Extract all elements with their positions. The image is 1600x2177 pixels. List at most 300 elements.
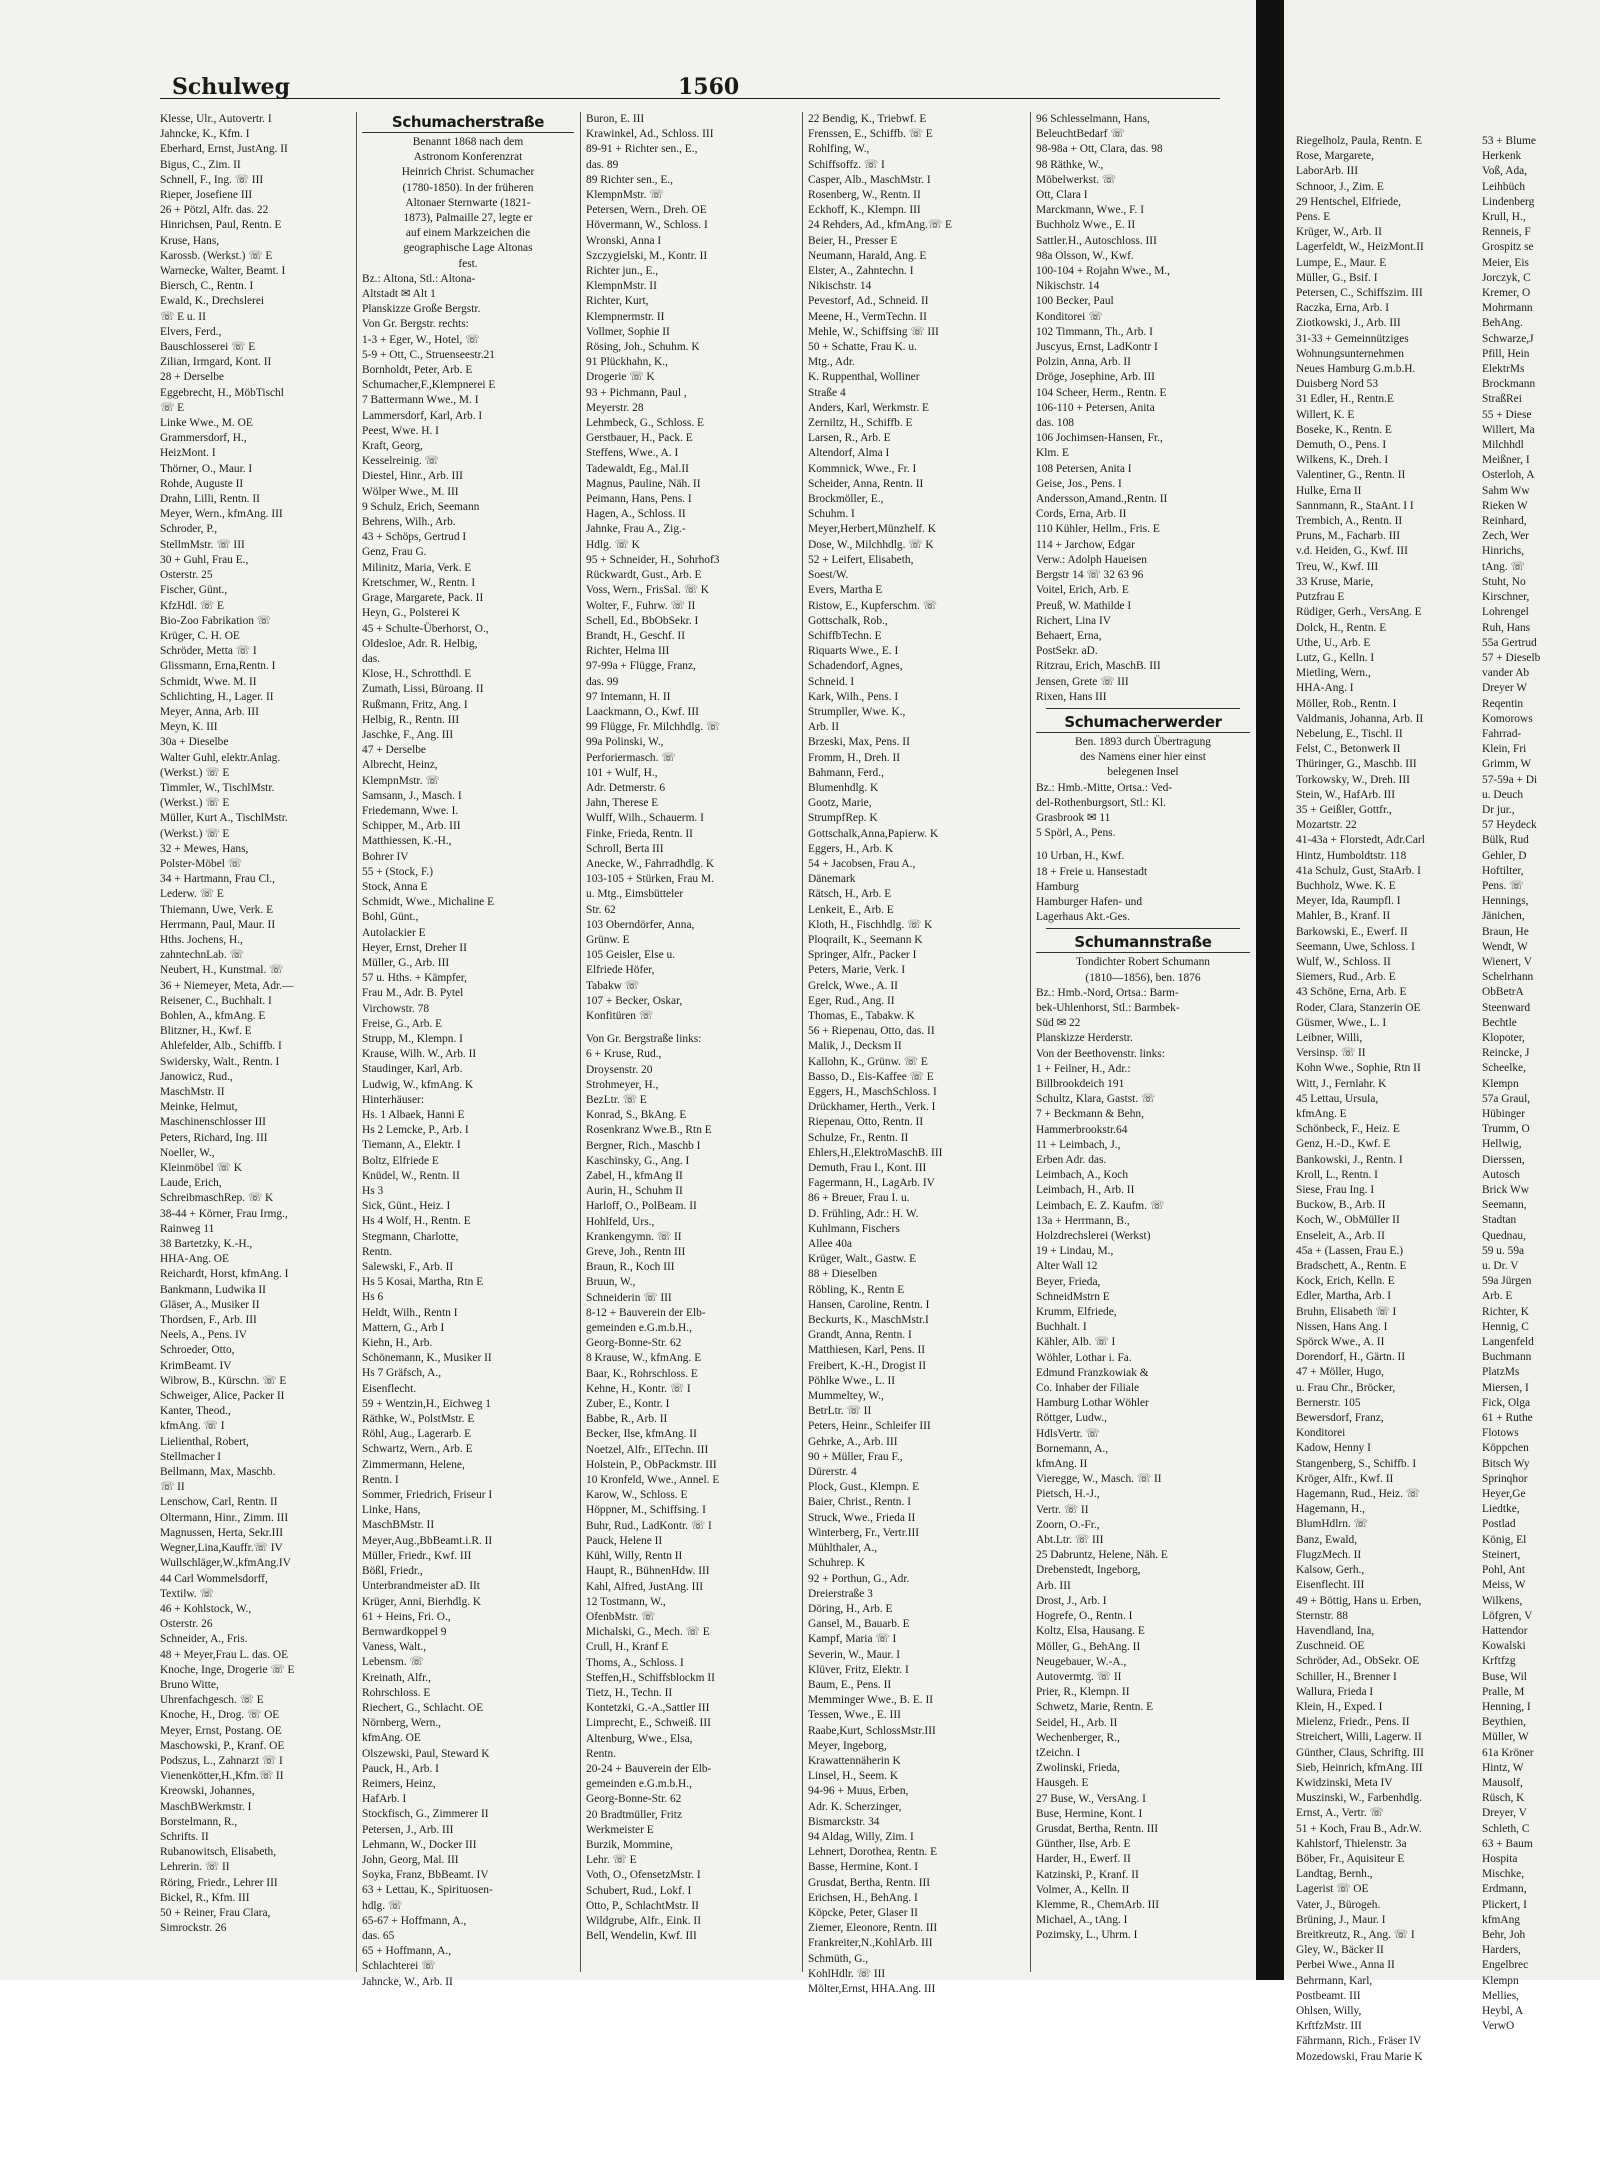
directory-line: Heyer, Ernst, Dreher II [362, 941, 467, 954]
directory-line: Behrens, Wilh., Arb. [362, 516, 456, 529]
directory-line: Magnus, Pauline, Näh. II [586, 477, 701, 490]
directory-line: Zabel, H., kfmAng II [586, 1170, 683, 1183]
directory-line: fest. [458, 257, 478, 270]
directory-line: Albrecht, Heinz, [362, 759, 438, 772]
directory-line: 1 + Feilner, H., Adr.: [1036, 1062, 1131, 1075]
directory-line: 100 Becker, Paul [1036, 295, 1114, 308]
directory-line: Ploqrailt, K., Seemann K [808, 933, 923, 946]
directory-line: 36 + Niemeyer, Meta, Adr.— [160, 979, 294, 992]
directory-line: Wronski, Anna I [586, 234, 662, 247]
directory-line: Scheelke, [1482, 1062, 1526, 1075]
directory-line: Nikischstr. 14 [1036, 280, 1100, 293]
directory-line: Gehler, D [1482, 849, 1527, 862]
directory-line: Lagerfeldt, W., HeizMont.II [1296, 241, 1424, 254]
directory-line: Willert, K. E [1296, 408, 1355, 421]
directory-line: 96 Schlesselmann, Hans, [1036, 113, 1150, 125]
directory-line: Hinterhäuser: [362, 1093, 424, 1106]
directory-line: Severin, W., Maur. I [808, 1648, 901, 1661]
directory-line: 59 u. 59a [1482, 1244, 1525, 1257]
directory-line: 43 Schöne, Erna, Arb. E [1296, 986, 1407, 999]
directory-line: Schrifts. II [160, 1830, 209, 1843]
directory-line: BetrLtr. ☏ II [808, 1405, 872, 1418]
directory-line: 54 + Jacobsen, Frau A., [808, 857, 916, 870]
directory-line: Str. 62 [586, 903, 616, 916]
directory-line: Kuhlmann, Fischers [808, 1222, 900, 1235]
directory-line: 25 Dabruntz, Helene, Näh. E [1036, 1549, 1168, 1562]
directory-line: K. Ruppenthal, Wolliner [808, 371, 920, 384]
directory-line: Pruns, M., Facharb. III [1296, 530, 1401, 543]
directory-line: Brandt, H., Geschf. II [586, 629, 686, 642]
directory-line: Schmüth, G., [808, 1952, 869, 1965]
directory-line: Klüver, Fritz, Elektr. I [808, 1663, 909, 1676]
directory-line: Kraft, Georg, [362, 440, 423, 453]
directory-line: HafArb. I [362, 1793, 407, 1806]
directory-line: Schröder, Ad., ObSekr. OE [1296, 1655, 1420, 1668]
directory-line: Möller, G., BehAng. II [1036, 1640, 1141, 1653]
directory-line: Wechenberger, R., [1036, 1731, 1120, 1744]
directory-line: Komorows [1482, 712, 1533, 725]
directory-line: Koch, W., ObMüller II [1296, 1214, 1400, 1227]
directory-line: Frau M., Adr. B. Pytel [362, 987, 464, 1000]
directory-line: Grasbrook ✉ 11 [1036, 811, 1111, 824]
directory-line: Höppner, M., Schiffsing. I [586, 1504, 706, 1517]
directory-line: Voth, O., OfensetzMstr. I [586, 1869, 701, 1882]
directory-line: Baar, K., Rohrschloss. E [586, 1367, 698, 1380]
directory-line: KfzHdl. ☏ E [160, 599, 224, 612]
directory-line: Dierssen, [1482, 1153, 1525, 1166]
directory-line: MaschMstr. II [160, 1086, 225, 1098]
directory-line: Jahncke, K., Kfm. I [160, 128, 250, 141]
directory-line: Hagen, A., Schloss. II [586, 508, 686, 521]
directory-line: Voitel, Erich, Arb. E [1036, 584, 1129, 597]
directory-line: Stegmann, Charlotte, [362, 1230, 459, 1243]
directory-column-4 [808, 112, 1026, 1995]
directory-line: Kähler, Alb. ☏ I [1036, 1336, 1116, 1349]
directory-line: Zech, Wer [1482, 530, 1529, 543]
directory-line: Springer, Alfr., Packer I [808, 949, 917, 962]
directory-line: 86 + Breuer, Frau I. u. [808, 1192, 910, 1205]
column-rule [356, 112, 357, 1972]
directory-line: Schröder, Metta ☏ I [160, 645, 257, 658]
directory-line: Vollmer, Sophie II [586, 325, 670, 338]
directory-line: Petersen, Wern., Dreh. OE [586, 204, 707, 217]
directory-line: Thoms, A., Schloss. I [586, 1656, 684, 1669]
directory-line: Seemann, [1482, 1199, 1527, 1212]
directory-line: Krawattennäherin K [808, 1754, 901, 1767]
directory-line: Gansel, M., Bauarb. E [808, 1618, 910, 1631]
directory-line: Diestel, Hinr., Arb. III [362, 470, 463, 483]
directory-line: Thordsen, F., Arb. III [160, 1314, 257, 1327]
directory-line: Lehrerin. ☏ II [160, 1861, 230, 1874]
directory-line: 102 Timmann, Th., Arb. I [1036, 325, 1153, 338]
directory-line: Felst, C., Betonwerk II [1296, 743, 1401, 756]
directory-line: Laude, Erich, [160, 1177, 222, 1190]
directory-line: Bz.: Hmb.-Mitte, Ortsa.: Ved- [1036, 781, 1173, 794]
directory-line: Drogerie ☏ K [586, 371, 655, 384]
directory-line: Schubert, Rud., Lokf. I [586, 1884, 692, 1897]
directory-line: Struck, Wwe., Frieda II [808, 1511, 916, 1524]
directory-line: Kaschinsky, G., Ang. I [586, 1154, 690, 1167]
directory-line: Riepenau, Otto, Rentn. II [808, 1116, 924, 1129]
directory-line: Drebenstedt, Ingeborg, [1036, 1564, 1141, 1577]
directory-line: Wulff, Wilh., Schauerm. I [586, 812, 704, 825]
directory-line: 89 Richter sen., E., [586, 173, 673, 186]
directory-line: Peters, Heinr., Schleifer III [808, 1420, 931, 1433]
directory-line: Von der Beethovenstr. links: [1036, 1047, 1165, 1060]
directory-line: Grusdat, Bertha, Rentn. III [1036, 1822, 1159, 1835]
directory-line: Katzinski, P., Kranf. II [1036, 1868, 1139, 1881]
directory-line: 47 + Derselbe [362, 744, 426, 757]
directory-line: v.d. Heiden, G., Kwf. III [1296, 545, 1408, 558]
directory-line: Bruhn, Elisabeth ☏ I [1296, 1305, 1397, 1318]
directory-line: Wegner,Lina,Kauffr.☏ IV [160, 1542, 283, 1555]
directory-line: Harder, H., Ewerf. II [1036, 1853, 1131, 1866]
directory-line: 99 Flügge, Fr. Milchhdlg. ☏ [586, 721, 721, 734]
directory-line: Rohrschloss. E [362, 1686, 431, 1699]
directory-line: Buse, Wil [1482, 1670, 1527, 1683]
directory-line: Meyer,Aug.,BbBeamt.i.R. II [362, 1534, 493, 1547]
directory-line: 93 + Pichmann, Paul , [586, 386, 687, 399]
directory-line: Adr. Detmerstr. 6 [586, 781, 666, 794]
directory-line: 106-110 + Petersen, Anita [1036, 401, 1155, 414]
directory-line: Ristow, E., Kupferschm. ☏ [808, 599, 937, 612]
directory-line: Krüger, Anni, Bierhdlg. K [362, 1595, 482, 1608]
directory-line: Freibert, K.-H., Drogist II [808, 1359, 926, 1372]
directory-line: Tessen, Wwe., E. III [808, 1709, 901, 1722]
street-heading: Schumannstraße [1036, 932, 1250, 953]
directory-line: Schuhm. I [808, 508, 855, 521]
directory-line: Friedemann, Wwe. I. [362, 804, 459, 817]
directory-line: Gootz, Marie, [808, 797, 872, 810]
directory-line: Leimbach, A., Koch [1036, 1169, 1129, 1182]
directory-line: Brzeski, Max, Pens. II [808, 736, 910, 749]
directory-line: 30 + Guhl, Frau E., [160, 553, 249, 566]
directory-line: Neugebauer, W.-A., [1036, 1655, 1127, 1668]
directory-line: Bechtle [1482, 1016, 1517, 1029]
directory-line: Krull, H., [1482, 211, 1526, 224]
directory-line: Ott, Clara I [1036, 189, 1088, 202]
directory-line: Müller, G., Bsif. I [1296, 271, 1378, 284]
right-page-column-2 [1482, 134, 1600, 2033]
directory-line: Hohlfeld, Urs., [586, 1215, 655, 1228]
directory-line: kfmAng. E [1296, 1108, 1347, 1120]
directory-line: Sternstr. 88 [1296, 1609, 1348, 1622]
directory-line: Limprecht, E., Schweiß. III [586, 1717, 711, 1730]
directory-line: Wendt, W [1482, 940, 1528, 953]
directory-line: Klesse, Ulr., Autovertr. I [160, 113, 272, 125]
directory-line: kfmAng. OE [362, 1732, 421, 1745]
directory-line: Krumm, Elfriede, [1036, 1306, 1117, 1319]
directory-line: Hs 6 [362, 1291, 384, 1304]
directory-line: Rose, Margarete, [1296, 150, 1374, 163]
directory-line: Quednau, [1482, 1229, 1526, 1242]
directory-line: Nörnberg, Wern., [362, 1717, 442, 1730]
directory-line: Kark, Wilh., Pens. I [808, 690, 899, 703]
directory-line: Kiehn, H., Arb. [362, 1337, 433, 1350]
directory-line: Nissen, Hans Ang. I [1296, 1320, 1388, 1333]
directory-line: Harders, [1482, 1944, 1521, 1957]
directory-line: Magnussen, Herta, Sekr.III [160, 1526, 284, 1539]
directory-line: Heyer,Ge [1482, 1488, 1526, 1501]
directory-line: des Namens einer hier einst [1080, 751, 1206, 764]
directory-line: Von Gr. Bergstr. rechts: [362, 318, 469, 331]
directory-line: 6 + Kruse, Rud., [586, 1048, 662, 1061]
directory-line: Bauschlosserei ☏ E [160, 341, 256, 354]
directory-line: Borstelmann, R., [160, 1815, 238, 1828]
directory-line: Röring, Friedr., Lehrer III [160, 1876, 278, 1889]
directory-line: Jahn, Therese E [586, 797, 659, 810]
directory-column-3 [586, 112, 796, 1972]
directory-line: Wöhler, Lothar i. Fa. [1036, 1351, 1132, 1364]
directory-line: Treu, W., Kwf. III [1296, 560, 1379, 573]
directory-line: Buchholz, Wwe. K. E [1296, 879, 1396, 892]
street-description [362, 135, 574, 272]
directory-line: 38 Bartetzky, K.-H., [160, 1238, 253, 1251]
directory-line: Nebelung, E., Tischl. II [1296, 727, 1403, 740]
directory-line: das. 89 [586, 158, 619, 171]
directory-line: Erichsen, H., BehAng. I [808, 1891, 918, 1904]
directory-line: Ehlers,H.,ElektroMaschB. III [808, 1146, 943, 1159]
directory-line: Rohlfing, W., [808, 143, 870, 156]
directory-line: 7 Battermann Wwe., M. I [362, 394, 479, 407]
directory-line: Ziotkowski, J., Arb. III [1296, 317, 1401, 330]
directory-line: 28 + Derselbe [160, 371, 224, 384]
directory-line: VerwO [1482, 2020, 1515, 2033]
directory-line: Lehnert, Dorothea, Rentn. E [808, 1846, 938, 1859]
directory-line: Kesselreinig. ☏ [362, 455, 439, 468]
directory-line: Schneid. I [808, 675, 855, 688]
directory-line: 97-99a + Flügge, Franz, [586, 660, 696, 673]
directory-line: 48 + Meyer,Frau L. das. OE [160, 1648, 289, 1661]
directory-line: Richter, Kurt, [586, 295, 649, 308]
directory-line: Bülk, Rud [1482, 834, 1529, 847]
directory-line: Schell, Ed., BbObSekr. I [586, 614, 699, 627]
directory-line: ObBetrA [1482, 986, 1524, 999]
directory-line: LaborArb. III [1296, 165, 1358, 178]
directory-line: Wölper Wwe., M. III [362, 485, 459, 498]
directory-line: Sprinqhor [1482, 1472, 1528, 1485]
directory-line: Kontetzki, G.-A.,Sattler III [586, 1702, 710, 1715]
directory-line: Wilkens, K., Dreh. I [1296, 454, 1389, 467]
directory-line: Demuth, Frau I., Kont. III [808, 1162, 927, 1175]
directory-line: u. Dr. V [1482, 1260, 1519, 1273]
directory-line: Röttger, Ludw., [1036, 1412, 1107, 1425]
directory-line: gemeinden e.G.m.b.H., [586, 1778, 692, 1791]
directory-line: Strumpller, Wwe. K., [808, 705, 906, 718]
directory-line: Plickert, I [1482, 1898, 1527, 1911]
directory-line: 41a Schulz, Gust, StaArb. I [1296, 864, 1421, 877]
directory-line: Oltermann, Hinr., Zimm. III [160, 1511, 289, 1524]
directory-line: Billbrookdeich 191 [1036, 1077, 1125, 1090]
directory-line: ☏ E u. II [160, 310, 206, 323]
directory-line: Linsel, H., Seem. K [808, 1770, 899, 1783]
directory-line: Müller, Friedr., Kwf. III [362, 1549, 472, 1562]
directory-line: Heinrich Christ. Schumacher [401, 166, 535, 179]
directory-line: Mattern, G., Arb I [362, 1321, 445, 1334]
directory-line: Boltz, Elfriede E [362, 1154, 439, 1167]
directory-line: 30a + Dieselbe [160, 736, 229, 749]
directory-line: Bellmann, Max, Maschb. [160, 1466, 276, 1479]
directory-line: 88 + Dieselben [808, 1268, 878, 1281]
directory-line: 56 + Riepenau, Otto, das. II [808, 1025, 935, 1038]
directory-line: Zumath, Lissi, Büroang. II [362, 683, 484, 696]
directory-line: Osterstr. 25 [160, 569, 213, 582]
directory-line: Tiemann, A., Elektr. I [362, 1139, 461, 1152]
directory-line: Memminger Wwe., B. E. II [808, 1694, 934, 1707]
directory-line: Roder, Clara, Stanzerin OE [1296, 1001, 1421, 1014]
directory-line: Pohl, Ant [1482, 1564, 1526, 1577]
directory-line: Prier, R., Klempn. II [1036, 1686, 1130, 1699]
directory-line: 94-96 + Muus, Erben, [808, 1785, 909, 1798]
directory-line: Schroll, Berta III [586, 842, 664, 855]
directory-line: Swidersky, Walt., Rentn. I [160, 1055, 280, 1068]
directory-line: Krawinkel, Ad., Schloss. III [586, 128, 714, 141]
directory-line: Juscyus, Ernst, LadKontr I [1036, 341, 1158, 354]
directory-line: Ritzrau, Erich, MaschB. III [1036, 660, 1161, 673]
directory-line: Bankowski, J., Rentn. I [1296, 1153, 1403, 1166]
directory-line: Harloff, O., PolBeam. II [586, 1200, 697, 1213]
directory-line: Werkmeister E [586, 1823, 654, 1836]
directory-line: Zilian, Irmgard, Kont. II [160, 356, 272, 369]
directory-line: Voss, Wern., FrisSal. ☏ K [586, 584, 710, 597]
directory-line: 22 Bendig, K., Triebwf. E [808, 113, 927, 125]
directory-line: Schroeder, Otto, [160, 1344, 235, 1357]
directory-line: Jänichen, [1482, 910, 1525, 923]
directory-line: Scheider, Anna, Rentn. II [808, 477, 924, 490]
directory-line: Seidel, H., Arb. II [1036, 1716, 1118, 1729]
directory-line: Zuber, E., Kontr. I [586, 1398, 670, 1411]
directory-line: SchiffbTechn. E [808, 629, 882, 642]
directory-line: Kloth, H., Fischhdlg. ☏ K [808, 918, 933, 931]
directory-line: 98 Räthke, W., [1036, 158, 1104, 171]
directory-line: Elfriede Höfer, [586, 964, 655, 977]
directory-line: bek-Uhlenhorst, Stl.: Barmbek- [1036, 1001, 1180, 1014]
directory-line: Ohlsen, Willy, [1296, 2004, 1362, 2017]
directory-line: Hagemann, H., [1296, 1503, 1365, 1516]
directory-line: Strupp, M., Klempn. I [362, 1032, 463, 1045]
directory-line: Glissmann, Erna,Rentn. I [160, 660, 276, 673]
directory-line: Bruun, W., [586, 1276, 636, 1289]
directory-line: Güsmer, Wwe., L. I [1296, 1016, 1387, 1029]
directory-line: 45a + (Lassen, Frau E.) [1296, 1244, 1404, 1257]
directory-line: Richter jun., E., [586, 265, 659, 278]
directory-line: Räthke, W., PolstMstr. E [362, 1413, 475, 1426]
directory-line: Frenssen, E., Schiffb. ☏ E [808, 128, 933, 141]
directory-line: Riquarts Wwe., E. I [808, 645, 899, 658]
directory-line: Eggers, H., Arb. K [808, 842, 894, 855]
directory-line: Kadow, Henny I [1296, 1442, 1371, 1455]
directory-line: Schleth, C [1482, 1822, 1530, 1835]
directory-line: 45 Lettau, Ursula, [1296, 1092, 1379, 1105]
directory-line: Vienenkötter,H.,Kfm.☏ II [160, 1770, 284, 1783]
directory-line: 20-24 + Bauverein der Elb- [586, 1762, 712, 1775]
directory-line: Tabakw ☏ [586, 979, 639, 992]
directory-line: Vieregge, W., Masch. ☏ II [1036, 1473, 1162, 1486]
directory-line: Blumenhdlg. K [808, 781, 879, 794]
directory-line: BehAng. [1482, 317, 1523, 330]
directory-line: 97 Intemann, H. II [586, 690, 671, 703]
directory-line: Torkowsky, W., Dreh. III [1296, 773, 1410, 786]
directory-line: Bergstr 14 ☏ 32 63 96 [1036, 569, 1144, 582]
directory-line: Bohl, Günt., [362, 911, 419, 924]
directory-line: KlempnMstr. ☏ [362, 774, 440, 787]
directory-line: Thörner, O., Maur. I [160, 462, 253, 475]
directory-line [586, 1024, 796, 1032]
directory-line: Riegelholz, Paula, Rentn. E [1296, 135, 1422, 147]
directory-line: Altendorf, Alma I [808, 447, 890, 460]
directory-line: Gläser, A., Musiker II [160, 1298, 260, 1311]
directory-line: Lumpe, E., Maur. E [1296, 256, 1387, 269]
directory-line: Herrmann, Paul, Maur. II [160, 918, 276, 931]
directory-line: Schuhrep. K [808, 1557, 865, 1570]
directory-line: Beier, H., Presser E [808, 234, 898, 247]
directory-line: kfmAng [1482, 1913, 1520, 1926]
directory-line: 57 u. Hths. + Kämpfer, [362, 972, 467, 985]
directory-line: Rückwardt, Gust., Arb. E [586, 569, 702, 582]
directory-line: Fick, Olga [1482, 1396, 1531, 1409]
directory-line: Meiss, W [1482, 1579, 1526, 1592]
directory-line: 43 + Schöps, Gertrud I [362, 531, 467, 544]
directory-line: Knoche, H., Drog. ☏ OE [160, 1709, 280, 1722]
directory-line: Günther, Claus, Schriftg. III [1296, 1746, 1424, 1759]
directory-line: Vaness, Walt., [362, 1641, 427, 1654]
directory-line: Reinhard, [1482, 515, 1527, 528]
directory-line: hdlg. ☏ [362, 1899, 403, 1912]
directory-line: Bößl, Friedr., [362, 1565, 423, 1578]
directory-line: SchneidMstrn E [1036, 1290, 1110, 1303]
directory-line: Reichardt, Horst, kfmAng. I [160, 1268, 289, 1281]
directory-line: Buckow, B., Arb. II [1296, 1199, 1386, 1212]
directory-line: Fischer, Günt., [160, 584, 228, 597]
directory-line: Buchmann [1482, 1351, 1532, 1364]
directory-line: Ludwig, W., kfmAng. K [362, 1078, 474, 1091]
directory-line: tZeichn. I [1036, 1746, 1081, 1759]
directory-line: Hövermann, W., Schloss. I [586, 219, 708, 232]
directory-line: Henning, I [1482, 1700, 1531, 1713]
directory-line: Bio-Zoo Fabrikation ☏ [160, 614, 272, 627]
directory-line: Valdmanis, Johanna, Arb. II [1296, 712, 1424, 725]
directory-line: Meyerstr. 28 [586, 401, 644, 414]
directory-line: Braun, R., Koch III [586, 1261, 675, 1274]
directory-line: 108 Petersen, Anita I [1036, 462, 1132, 475]
directory-line: Leimbach, H., Arb. II [1036, 1184, 1135, 1197]
directory-line: Buse, Hermine, Kont. I [1036, 1807, 1143, 1820]
directory-line: Wulf, W., Schloss. II [1296, 955, 1391, 968]
directory-line: Virchowstr. 78 [362, 1002, 430, 1015]
directory-line: Maschinenschlosser III [160, 1116, 266, 1129]
directory-line: Genz, H.-D., Kwf. E [1296, 1138, 1391, 1151]
directory-line: Rieken W [1482, 499, 1528, 512]
directory-line: Strohmeyer, H., [586, 1078, 659, 1091]
directory-line: Thomas, E., Tabakw. K [808, 1009, 915, 1022]
directory-line: Knoche, Inge, Drogerie ☏ E [160, 1663, 295, 1676]
directory-line: Altonaer Sternwarte (1821- [405, 196, 531, 209]
directory-line: Michael, A., tAng. I [1036, 1914, 1128, 1927]
directory-line: Drückhamer, Herth., Verk. I [808, 1101, 936, 1114]
directory-line: Uhrenfachgesch. ☏ E [160, 1694, 264, 1707]
directory-line: Babbe, R., Arb. II [586, 1413, 668, 1426]
directory-line [1036, 841, 1250, 849]
directory-line: PostSekr. aD. [1036, 645, 1098, 658]
directory-line: KrimBeamt. IV [160, 1359, 232, 1372]
directory-line: StraßRei [1482, 393, 1522, 406]
directory-line: Postlad [1482, 1518, 1516, 1531]
directory-line: Steffen,H., Schiffsblockm II [586, 1671, 715, 1684]
directory-line: belegenen Insel [1107, 766, 1179, 779]
directory-line: Freise, G., Arb. E [362, 1017, 443, 1030]
directory-line: 19 + Lindau, M., [1036, 1245, 1114, 1258]
directory-line: Drost, J., Arb. I [1036, 1594, 1107, 1607]
